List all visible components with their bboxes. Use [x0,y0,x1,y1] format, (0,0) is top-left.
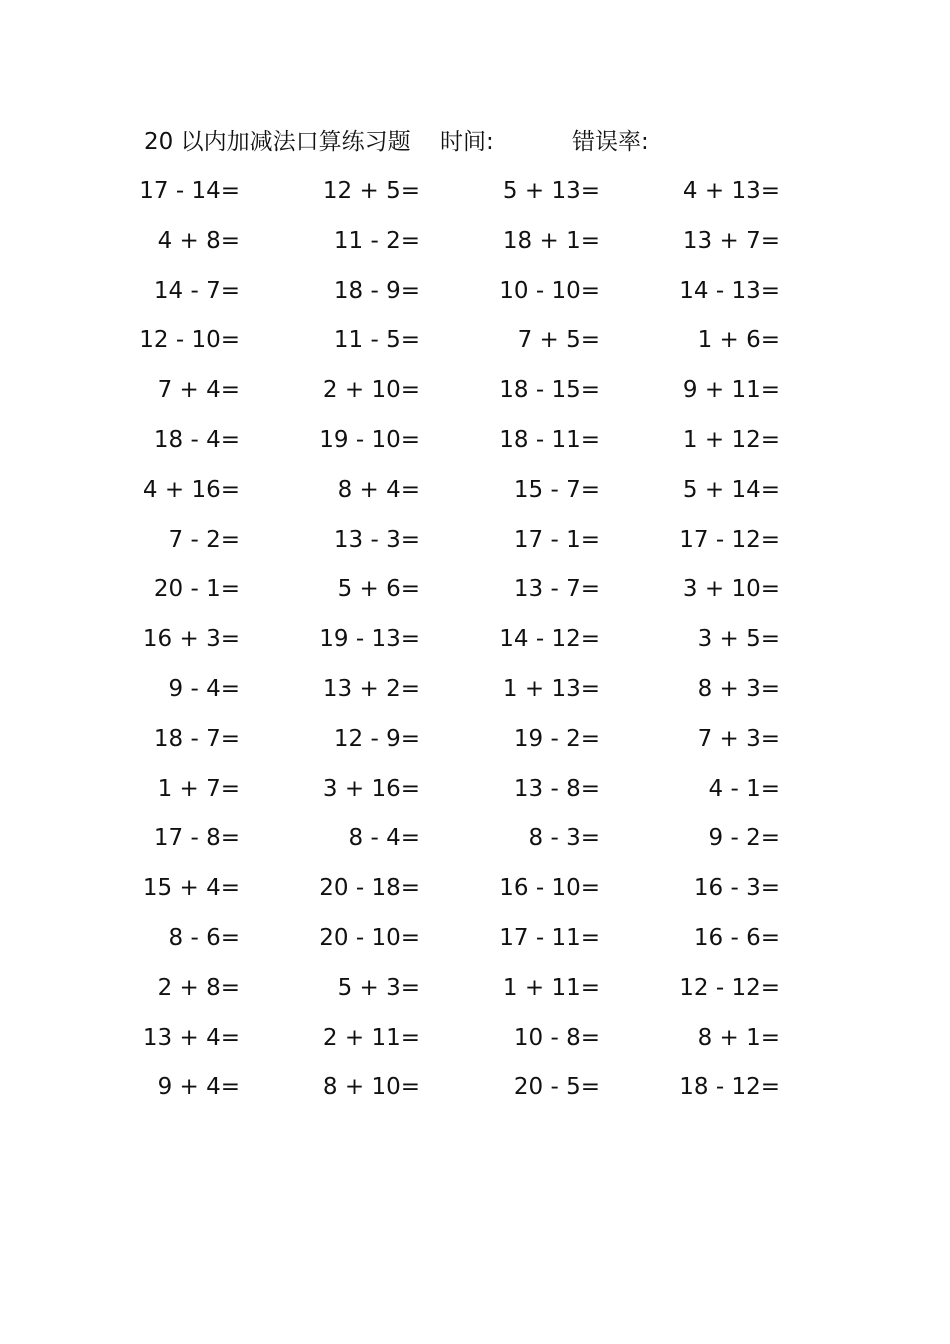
problem-item: 12 + 5= [322,178,420,204]
problem-row [0,768,950,818]
problem-item: 4 + 16= [142,476,240,503]
problem-item: 12 - 12= [679,974,780,1001]
problem-item: 13 + 2= [322,675,420,702]
problem-item: 1 + 13= [502,675,600,702]
problem-item: 7 + 4= [157,377,240,404]
problem-item: 15 - 7= [513,476,600,503]
problem-item: 11 - 2= [333,227,420,254]
problem-item: 4 + 8= [157,227,240,254]
problem-item: 14 - 13= [679,277,780,304]
problem-item: 11 - 5= [333,327,420,354]
problem-item: 18 - 9= [333,277,420,304]
problem-item: 10 - 8= [513,1024,600,1051]
problem-item: 18 - 11= [499,426,600,453]
problem-item: 13 - 3= [333,526,420,553]
worksheet-header [144,124,844,160]
problem-item: 17 - 11= [499,924,600,951]
problem-row [0,270,950,320]
problem-item: 5 + 6= [337,576,420,603]
problem-row [0,967,950,1017]
problem-item: 17 - 1= [513,526,600,553]
problem-item: 18 - 4= [153,426,240,453]
problem-item: 8 + 10= [322,1074,420,1101]
problem-item: 1 + 12= [682,426,780,453]
problem-item: 12 - 10= [139,327,240,354]
problem-item: 1 + 6= [697,327,780,354]
problem-item: 5 + 13= [502,178,600,204]
problem-item: 4 + 13= [682,178,780,204]
problem-row [0,867,950,917]
problem-item: 9 - 2= [708,825,780,852]
problem-row [0,1066,950,1116]
problem-item: 9 + 4= [157,1074,240,1101]
worksheet-title: 20 以内加减法口算练习题 [144,129,411,155]
problem-item: 7 + 5= [517,327,600,354]
problem-row [0,1017,950,1067]
problem-row [0,319,950,369]
problem-item: 13 - 8= [513,775,600,802]
problem-row [0,170,950,220]
problem-item: 18 - 12= [679,1074,780,1101]
problem-item: 18 - 7= [153,725,240,752]
problem-item: 14 - 7= [153,277,240,304]
error-rate-label: 错误率: [572,129,649,155]
problem-row [0,718,950,768]
problem-item: 8 + 1= [697,1024,780,1051]
problem-item: 10 - 10= [499,277,600,304]
problem-item: 18 + 1= [502,227,600,254]
problem-row [0,817,950,867]
problem-item: 2 + 10= [322,377,420,404]
problem-item: 2 + 11= [322,1024,420,1051]
problem-item: 4 - 1= [708,775,780,802]
problem-item: 5 + 3= [337,974,420,1001]
problem-row [0,369,950,419]
problem-row [0,519,950,569]
problem-row [0,568,950,618]
problem-item: 19 - 10= [319,426,420,453]
problem-item: 17 - 14= [139,178,240,204]
problem-item: 16 + 3= [142,626,240,653]
problem-item: 9 - 4= [168,675,240,702]
problem-item: 8 - 4= [348,825,420,852]
problem-row [0,618,950,668]
problem-item: 15 + 4= [142,875,240,902]
problem-item: 8 - 3= [528,825,600,852]
problem-grid [0,170,950,1116]
problem-row [0,419,950,469]
problem-row [0,668,950,718]
problem-row [0,917,950,967]
problem-item: 8 + 4= [337,476,420,503]
problem-item: 17 - 8= [153,825,240,852]
problem-item: 16 - 6= [693,924,780,951]
problem-item: 20 - 18= [319,875,420,902]
problem-item: 5 + 14= [682,476,780,503]
problem-item: 18 - 15= [499,377,600,404]
problem-item: 3 + 16= [322,775,420,802]
problem-item: 8 - 6= [168,924,240,951]
problem-item: 1 + 11= [502,974,600,1001]
problem-item: 12 - 9= [333,725,420,752]
problem-item: 3 + 5= [697,626,780,653]
problem-item: 8 + 3= [697,675,780,702]
problem-item: 17 - 12= [679,526,780,553]
problem-item: 7 - 2= [168,526,240,553]
time-label: 时间: [440,129,494,155]
problem-item: 13 + 7= [682,227,780,254]
problem-item: 9 + 11= [682,377,780,404]
problem-item: 20 - 1= [153,576,240,603]
problem-item: 16 - 3= [693,875,780,902]
problem-row [0,220,950,270]
problem-item: 2 + 8= [157,974,240,1001]
problem-item: 20 - 5= [513,1074,600,1101]
problem-item: 7 + 3= [697,725,780,752]
problem-item: 19 - 2= [513,725,600,752]
problem-item: 14 - 12= [499,626,600,653]
problem-item: 13 + 4= [142,1024,240,1051]
problem-item: 3 + 10= [682,576,780,603]
problem-item: 16 - 10= [499,875,600,902]
problem-item: 20 - 10= [319,924,420,951]
problem-item: 1 + 7= [157,775,240,802]
problem-item: 19 - 13= [319,626,420,653]
problem-row [0,469,950,519]
problem-item: 13 - 7= [513,576,600,603]
